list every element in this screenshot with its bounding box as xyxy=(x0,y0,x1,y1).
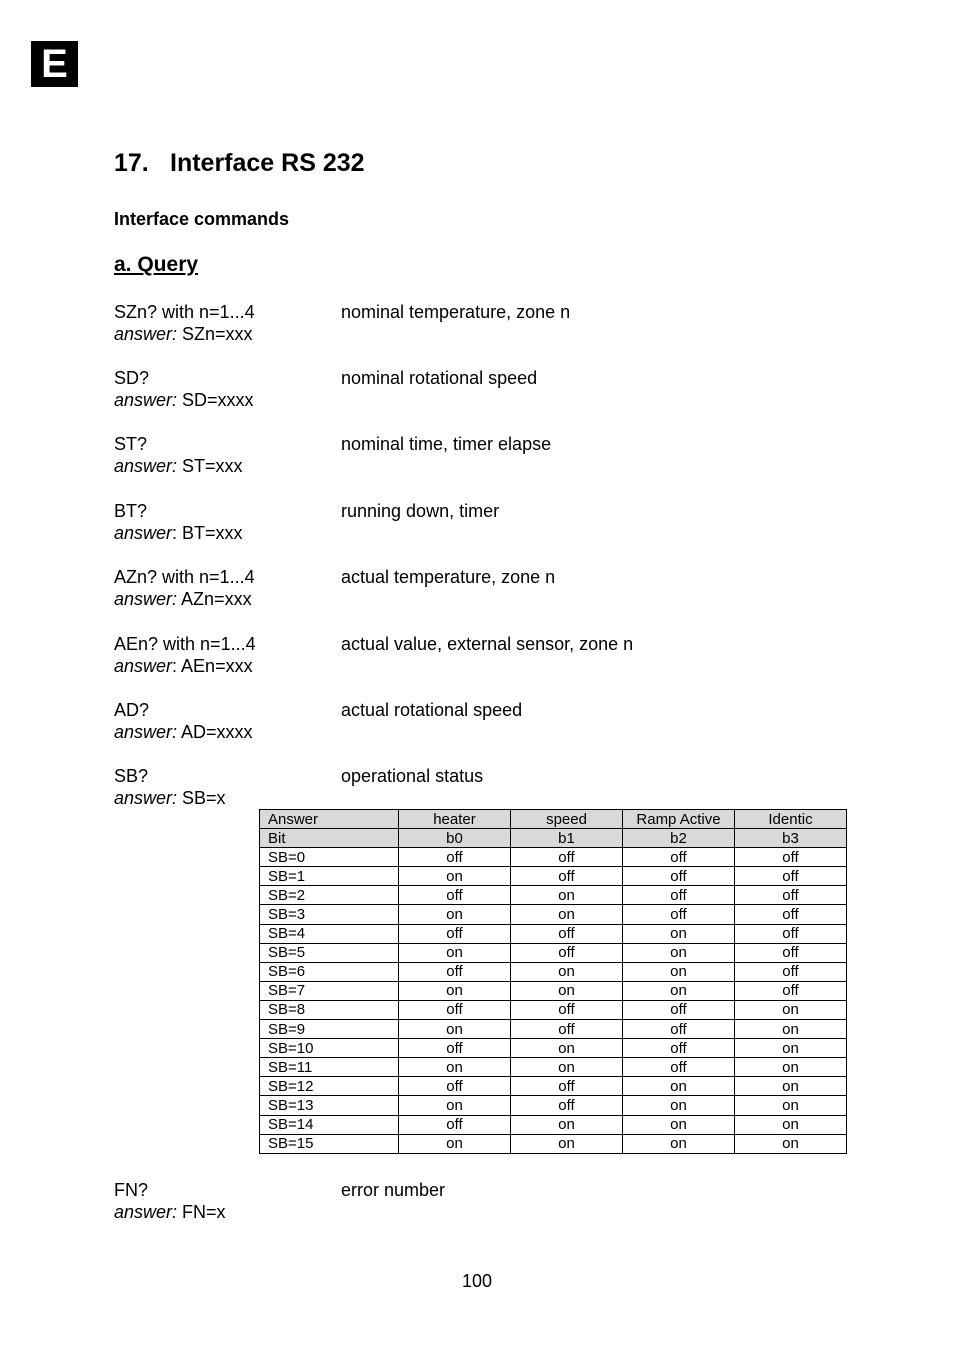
answer-label: answer: xyxy=(114,456,178,476)
table-bit-cell: b3 xyxy=(735,829,847,848)
chapter-heading xyxy=(114,149,365,178)
table-cell: on xyxy=(399,1020,511,1039)
table-cell: SB=13 xyxy=(260,1096,399,1115)
command-sb xyxy=(114,765,874,811)
table-cell: on xyxy=(735,1000,847,1019)
table-row xyxy=(260,1096,847,1115)
command-answer xyxy=(114,522,243,544)
table-cell: off xyxy=(735,867,847,886)
command-description: nominal rotational speed xyxy=(341,368,538,388)
table-cell: on xyxy=(399,1096,511,1115)
table-row xyxy=(260,1134,847,1153)
table-bit-cell: Bit xyxy=(260,829,399,848)
table-cell: SB=4 xyxy=(260,924,399,943)
table-cell: on xyxy=(511,1058,623,1077)
table-cell: off xyxy=(623,905,735,924)
table-cell: SB=15 xyxy=(260,1134,399,1153)
table-row xyxy=(260,962,847,981)
table-row xyxy=(260,1000,847,1019)
table-cell: on xyxy=(511,1039,623,1058)
table-cell: off xyxy=(511,867,623,886)
command-code: SZn? with n=1...4 xyxy=(114,302,255,322)
chapter-title: Interface RS 232 xyxy=(170,149,365,177)
table-header-cell: heater xyxy=(399,810,511,829)
table-row xyxy=(260,943,847,962)
table-row xyxy=(260,1020,847,1039)
answer-label: answer: xyxy=(114,390,178,410)
command-answer xyxy=(114,787,226,809)
table-row xyxy=(260,848,847,867)
table-cell: off xyxy=(511,1020,623,1039)
table-row xyxy=(260,886,847,905)
command-code: ST? xyxy=(114,434,148,454)
table-cell: off xyxy=(399,1039,511,1058)
table-header-row xyxy=(260,810,847,829)
table-cell: off xyxy=(623,867,735,886)
table-cell: on xyxy=(399,943,511,962)
table-cell: off xyxy=(623,886,735,905)
table-cell: off xyxy=(399,1000,511,1019)
table-bit-cell: b1 xyxy=(511,829,623,848)
table-row xyxy=(260,981,847,1000)
command-bt xyxy=(114,500,874,546)
command-sd xyxy=(114,367,874,413)
table-cell: on xyxy=(623,1077,735,1096)
command-code: SD? xyxy=(114,368,150,388)
table-cell: on xyxy=(623,943,735,962)
command-description: running down, timer xyxy=(341,501,500,521)
answer-value: AD=xxxx xyxy=(177,722,253,742)
table-header-cell: Ramp Active xyxy=(623,810,735,829)
table-cell: off xyxy=(399,924,511,943)
answer-label: answer: xyxy=(114,589,178,609)
command-description: actual value, external sensor, zone n xyxy=(341,634,634,654)
table-cell: on xyxy=(511,962,623,981)
table-cell: on xyxy=(399,1134,511,1153)
command-azn xyxy=(114,566,874,612)
answer-label: answer xyxy=(114,656,173,676)
table-cell: SB=14 xyxy=(260,1115,399,1134)
table-cell: on xyxy=(511,981,623,1000)
table-cell: SB=0 xyxy=(260,848,399,867)
table-cell: SB=10 xyxy=(260,1039,399,1058)
table-cell: on xyxy=(623,1115,735,1134)
command-code: BT? xyxy=(114,501,148,521)
table-cell: SB=7 xyxy=(260,981,399,1000)
command-answer xyxy=(114,721,253,743)
answer-label: answer xyxy=(114,523,173,543)
table-cell: SB=12 xyxy=(260,1077,399,1096)
table-cell: off xyxy=(511,924,623,943)
command-answer xyxy=(114,389,254,411)
table-row xyxy=(260,1039,847,1058)
answer-label: answer: xyxy=(114,722,178,742)
answer-value: FN=x xyxy=(177,1202,226,1222)
table-cell: on xyxy=(623,924,735,943)
table-cell: on xyxy=(623,1096,735,1115)
table-cell: off xyxy=(511,943,623,962)
table-cell: on xyxy=(623,1134,735,1153)
table-bit-row xyxy=(260,829,847,848)
command-code: FN? xyxy=(114,1180,149,1200)
table-cell: SB=3 xyxy=(260,905,399,924)
command-description: actual rotational speed xyxy=(341,700,523,720)
table-cell: on xyxy=(735,1020,847,1039)
table-cell: off xyxy=(399,962,511,981)
table-cell: on xyxy=(735,1077,847,1096)
table-cell: on xyxy=(735,1115,847,1134)
table-cell: on xyxy=(735,1058,847,1077)
table-cell: SB=9 xyxy=(260,1020,399,1039)
command-answer xyxy=(114,588,252,610)
table-cell: on xyxy=(399,867,511,886)
table-cell: off xyxy=(399,1077,511,1096)
table-cell: SB=1 xyxy=(260,867,399,886)
answer-value: : AEn=xxx xyxy=(172,656,253,676)
table-cell: off xyxy=(511,1077,623,1096)
chapter-number: 17. xyxy=(114,149,149,177)
table-cell: off xyxy=(623,1058,735,1077)
subtitle: Interface commands xyxy=(114,209,290,229)
table-cell: SB=5 xyxy=(260,943,399,962)
table-cell: on xyxy=(399,1058,511,1077)
table-cell: on xyxy=(399,981,511,1000)
table-cell: off xyxy=(511,1000,623,1019)
answer-value: : BT=xxx xyxy=(172,523,243,543)
table-cell: on xyxy=(735,1096,847,1115)
table-cell: off xyxy=(735,943,847,962)
table-cell: on xyxy=(511,1134,623,1153)
table-cell: off xyxy=(735,924,847,943)
command-code: AZn? with n=1...4 xyxy=(114,567,255,587)
table-cell: off xyxy=(623,1039,735,1058)
command-aen xyxy=(114,633,874,679)
table-cell: off xyxy=(735,886,847,905)
table-cell: off xyxy=(623,1020,735,1039)
answer-value: ST=xxx xyxy=(177,456,243,476)
table-cell: off xyxy=(399,1115,511,1134)
table-cell: off xyxy=(735,848,847,867)
table-cell: off xyxy=(735,905,847,924)
answer-value: SB=x xyxy=(177,788,226,808)
table-cell: on xyxy=(623,981,735,1000)
table-cell: off xyxy=(399,848,511,867)
command-description: error number xyxy=(341,1180,446,1200)
answer-value: AZn=xxx xyxy=(177,589,252,609)
table-cell: off xyxy=(623,848,735,867)
table-bit-cell: b0 xyxy=(399,829,511,848)
language-badge: E xyxy=(31,41,78,87)
command-answer xyxy=(114,1201,226,1223)
command-code: AEn? with n=1...4 xyxy=(114,634,256,654)
command-fn xyxy=(114,1179,874,1225)
answer-label: answer: xyxy=(114,1202,178,1222)
command-st xyxy=(114,433,874,479)
table-cell: off xyxy=(511,1096,623,1115)
table-cell: off xyxy=(735,962,847,981)
command-description: nominal temperature, zone n xyxy=(341,302,571,322)
table-cell: on xyxy=(399,905,511,924)
answer-value: SD=xxxx xyxy=(177,390,254,410)
table-cell: off xyxy=(735,981,847,1000)
table-cell: off xyxy=(623,1000,735,1019)
answer-label: answer: xyxy=(114,324,178,344)
command-code: SB? xyxy=(114,766,149,786)
table-header-cell: Answer xyxy=(260,810,399,829)
table-cell: on xyxy=(511,905,623,924)
command-code: AD? xyxy=(114,700,150,720)
table-cell: on xyxy=(735,1134,847,1153)
table-header-cell: speed xyxy=(511,810,623,829)
command-ad xyxy=(114,699,874,745)
command-description: nominal time, timer elapse xyxy=(341,434,552,454)
answer-label: answer: xyxy=(114,788,178,808)
table-cell: off xyxy=(511,848,623,867)
table-row xyxy=(260,905,847,924)
command-description: operational status xyxy=(341,766,484,786)
table-row xyxy=(260,1115,847,1134)
table-cell: on xyxy=(511,886,623,905)
table-cell: SB=8 xyxy=(260,1000,399,1019)
command-answer xyxy=(114,455,243,477)
table-row xyxy=(260,867,847,886)
table-row xyxy=(260,1058,847,1077)
table-row xyxy=(260,924,847,943)
table-cell: SB=6 xyxy=(260,962,399,981)
answer-value: SZn=xxx xyxy=(177,324,253,344)
section-heading: a. Query xyxy=(114,253,199,276)
table-cell: SB=2 xyxy=(260,886,399,905)
table-cell: off xyxy=(399,886,511,905)
table-row xyxy=(260,1077,847,1096)
table-cell: on xyxy=(623,962,735,981)
table-header-cell: Identic xyxy=(735,810,847,829)
status-bits-table xyxy=(259,809,847,1154)
table-bit-cell: b2 xyxy=(623,829,735,848)
table-cell: SB=11 xyxy=(260,1058,399,1077)
command-szn xyxy=(114,301,874,347)
command-answer xyxy=(114,655,253,677)
table-cell: on xyxy=(735,1039,847,1058)
command-answer xyxy=(114,323,253,345)
table-cell: on xyxy=(511,1115,623,1134)
command-description: actual temperature, zone n xyxy=(341,567,556,587)
page-number: 100 xyxy=(461,1271,493,1291)
